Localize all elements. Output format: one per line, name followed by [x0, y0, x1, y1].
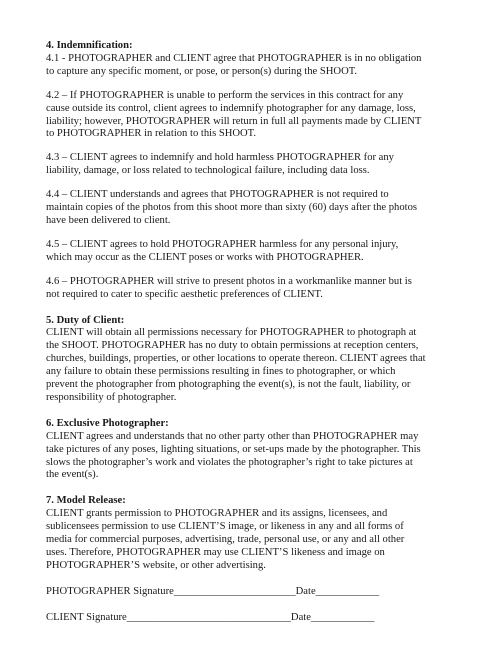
client-signature-line: CLIENT Signature_______________________________Date____________: [46, 611, 375, 623]
section-heading-duty-of-client: 5. Duty of Client:: [46, 314, 125, 326]
photographer-signature-line: PHOTOGRAPHER Signature_______________________Date____________: [46, 585, 380, 597]
duty-of-client-body: CLIENT will obtain all permissions necessary for PHOTOGRAPHER to photograph at the SHOOT. PHOTOGRAPHER has no duty to obtain permissions at reception centers, churches, buildings, properties, or other locations to operate thereon. CLIENT agrees that any failure to obtain these permissions resulting in fines to photographer, or which prevent the photographer from photographing the event(s), is not the fault, liability, or responsibility of photographer.: [46, 327, 426, 403]
contract-page: [46, 40, 456, 625]
clause-4-6: 4.6 – PHOTOGRAPHER will strive to present photos in a workmanlike manner but is not required to cater to specific aesthetic preferences of CLIENT.: [46, 275, 412, 300]
clause-4-3: 4.3 – CLIENT agrees to indemnify and hold harmless PHOTOGRAPHER for any liability, damage, or loss related to technological failure, including data loss.: [46, 152, 394, 177]
section-heading-model-release: 7. Model Release:: [46, 495, 126, 507]
section-heading-indemnification: 4. Indemnification:: [46, 40, 133, 51]
clause-4-5: 4.5 – CLIENT agrees to hold PHOTOGRAPHER harmless for any personal injury, which may occur as the CLIENT poses or works with PHOTOGRAPHER.: [46, 238, 399, 263]
clause-4-4: 4.4 – CLIENT understands and agrees that PHOTOGRAPHER is not required to maintain copies of the photos from this shoot more than sixty (60) days after the photos have been delivered to client.: [46, 189, 418, 226]
clause-4-2: 4.2 – If PHOTOGRAPHER is unable to perform the services in this contract for any cause outside its control, client agrees to indemnify photographer for any damage, loss, liability; however, PHOTOGRAPHER will return in full all payments made by CLIENT to PHOTOGRAPHER in relation to this SHOOT.: [46, 89, 422, 140]
exclusive-photographer-body: CLIENT agrees and understands that no other party other than PHOTOGRAPHER may take pictures of any poses, lighting situations, or set-ups made by the photographer. This slows the photographer’s work and violates the photographer’s right to take pictures at the event(s).: [46, 430, 421, 481]
section-heading-exclusive-photographer: 6. Exclusive Photographer:: [46, 417, 169, 429]
clause-4-1: 4.1 - PHOTOGRAPHER and CLIENT agree that PHOTOGRAPHER is in no obligation to capture any specific moment, or pose, or person(s) during the SHOOT.: [46, 52, 422, 77]
model-release-body: CLIENT grants permission to PHOTOGRAPHER and its assigns, licensees, and sublicensees permission to use CLIENT’S image, or likeness in any and all forms of media for commercial purposes, advertising, trade, personal use, or any and all other uses. Therefore, PHOTOGRAPHER may use CLIENT’S likeness and image on PHOTOGRAPHER’S website, or other advertising.: [46, 508, 405, 571]
